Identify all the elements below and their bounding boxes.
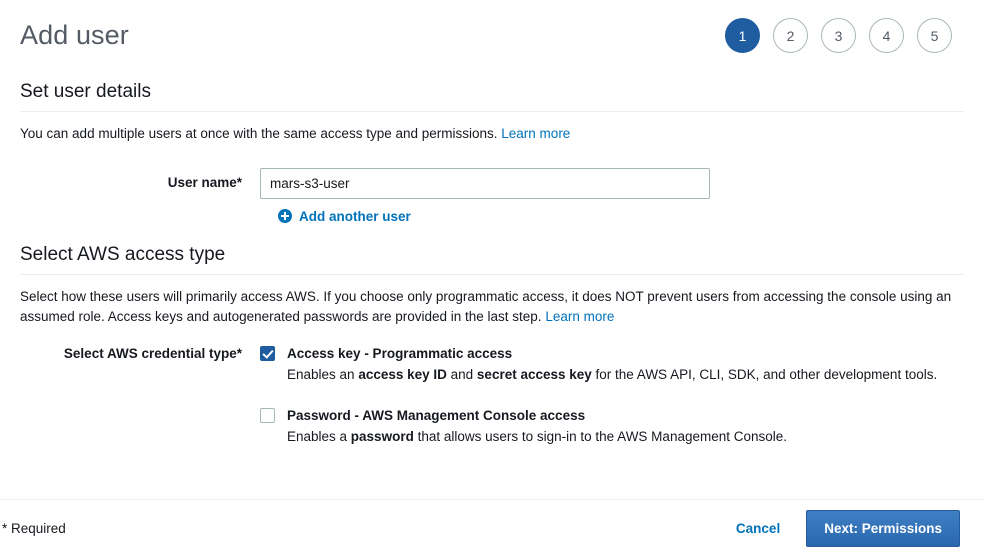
desc-part-3: for the AWS API, CLI, SDK, and other development tools.	[591, 367, 938, 383]
desc-bold-2: secret access key	[476, 367, 592, 383]
checkbox-console-access[interactable]	[260, 408, 275, 423]
wizard-content	[0, 81, 984, 467]
username-row	[20, 168, 964, 199]
add-another-user-label: Add another user	[299, 208, 411, 224]
credential-type-row	[20, 344, 964, 467]
desc-bold-1: access key ID	[358, 367, 447, 383]
user-details-description-text: You can add multiple users at once with the same access type and permissions.	[20, 126, 498, 141]
step-2[interactable]: 2	[773, 18, 808, 53]
user-details-learn-more-link[interactable]: Learn more	[501, 126, 571, 141]
footer-actions	[734, 510, 960, 547]
option-console-access-title: Password - AWS Management Console access	[287, 407, 586, 423]
console-desc-part-1: Enables a	[287, 428, 351, 444]
user-details-heading: Set user details	[20, 81, 151, 102]
username-label: User name*	[167, 174, 242, 190]
option-console-access[interactable]	[260, 406, 964, 448]
wizard-footer	[0, 499, 984, 556]
page-title: Add user	[20, 20, 129, 50]
step-5[interactable]: 5	[917, 18, 952, 53]
step-3[interactable]: 3	[821, 18, 856, 53]
plus-circle-icon	[278, 209, 292, 223]
wizard-header	[0, 0, 984, 63]
next-permissions-button[interactable]: Next: Permissions	[806, 510, 960, 547]
add-another-user-button[interactable]	[278, 209, 411, 224]
user-details-description	[20, 124, 964, 144]
option-console-access-desc	[287, 429, 787, 444]
option-programmatic-access[interactable]	[260, 344, 964, 386]
credential-type-options	[260, 344, 964, 467]
console-desc-bold-1: password	[350, 428, 414, 444]
cancel-button[interactable]: Cancel	[734, 515, 782, 542]
step-indicator	[725, 18, 960, 53]
username-input[interactable]	[260, 168, 710, 199]
option-console-access-text	[287, 406, 787, 448]
console-desc-part-2: that allows users to sign-in to the AWS Management Console.	[413, 428, 788, 444]
divider-access-type	[20, 274, 964, 275]
access-type-description-text: Select how these users will primarily access AWS. If you choose only programmatic access, it does NOT prevent users from accessing the console using an assumed role. Access keys and autogenerated passwords are provided in the last step.	[20, 289, 952, 324]
desc-part-2: and	[446, 367, 477, 383]
access-type-heading: Select AWS access type	[20, 244, 226, 266]
required-note: * Required	[2, 520, 66, 536]
step-1[interactable]: 1	[725, 18, 760, 53]
access-type-description	[20, 287, 964, 326]
desc-part-1: Enables an	[287, 367, 359, 383]
access-type-learn-more-link[interactable]: Learn more	[545, 308, 615, 324]
option-programmatic-access-title: Access key - Programmatic access	[287, 346, 513, 362]
option-programmatic-access-desc	[287, 367, 937, 382]
option-programmatic-access-text	[287, 344, 937, 386]
credential-type-label: Select AWS credential type*	[63, 346, 242, 362]
step-4[interactable]: 4	[869, 18, 904, 53]
checkbox-programmatic-access[interactable]	[260, 346, 275, 361]
divider-user-details	[20, 111, 964, 112]
